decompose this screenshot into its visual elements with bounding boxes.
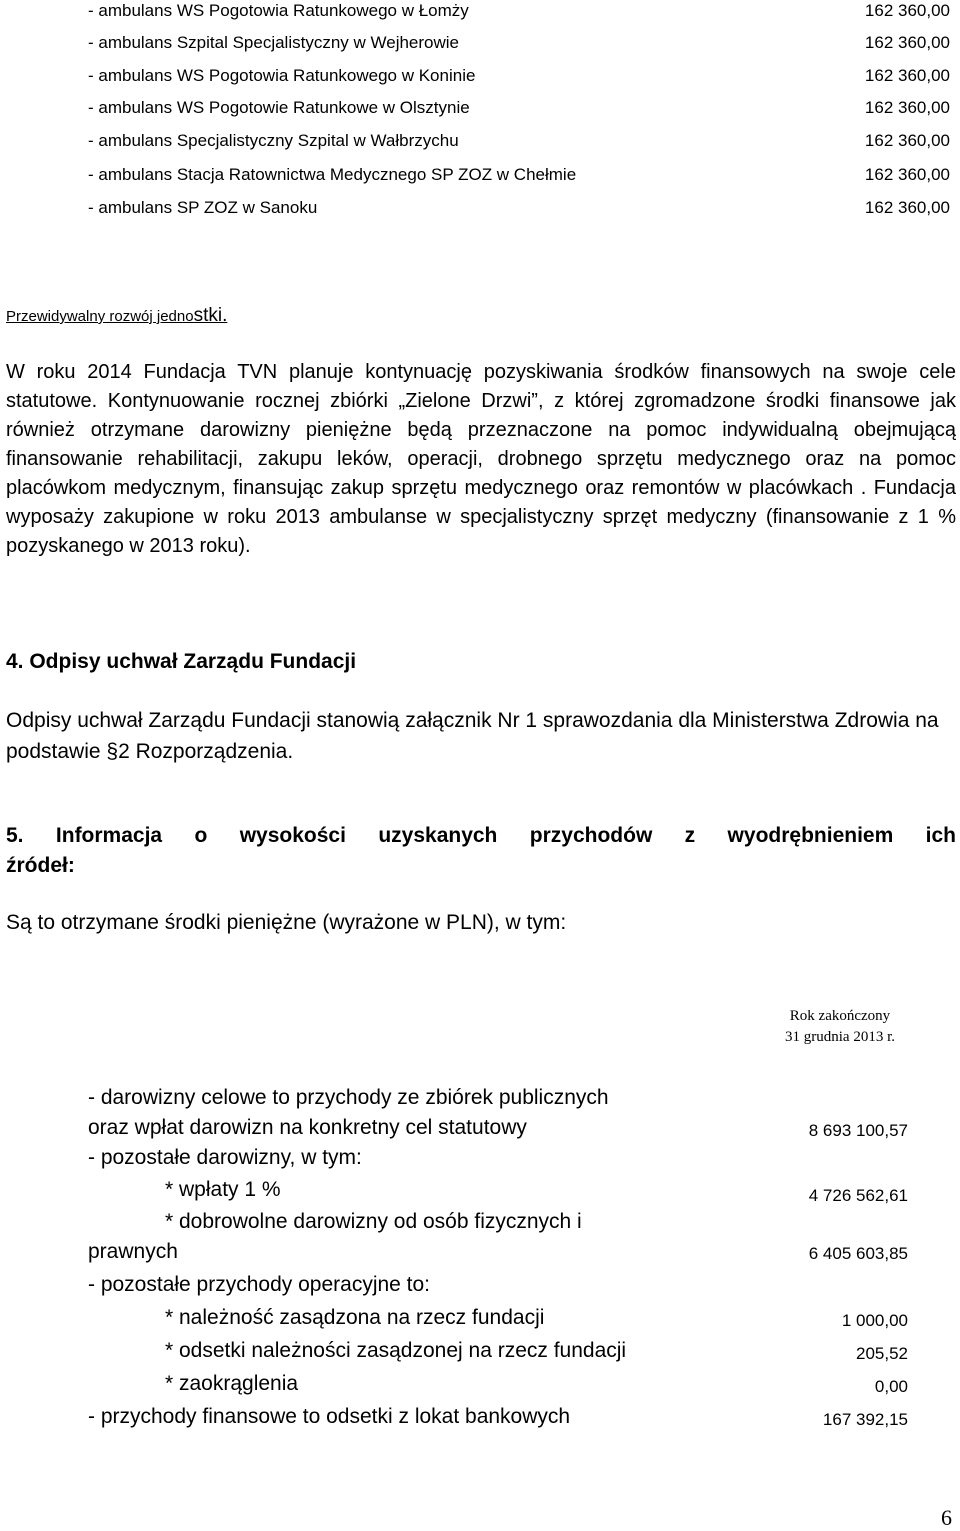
development-heading xyxy=(6,305,227,327)
section-4-title: 4. Odpisy uchwał Zarządu Fundacji xyxy=(6,650,357,673)
section-5-title-line2: źródeł: xyxy=(6,854,75,877)
income-rounding-value: 0,00 xyxy=(874,1377,908,1396)
development-heading-big: stki. xyxy=(193,305,228,326)
ambulance-amount: 162 360,00 xyxy=(864,98,950,117)
income-financial-value: 167 392,15 xyxy=(822,1410,908,1429)
income-other-operating: - pozostałe przychody operacyjne to: xyxy=(88,1273,431,1296)
income-voluntary-value: 6 405 603,85 xyxy=(808,1244,908,1263)
income-receivable: * należność zasądzona na rzecz fundacji xyxy=(165,1306,545,1329)
ambulance-label: - ambulans WS Pogotowia Ratunkowego w Łomży xyxy=(88,1,469,20)
income-other-donations: - pozostałe darowizny, w tym: xyxy=(88,1146,362,1169)
ambulance-amount: 162 360,00 xyxy=(864,198,950,217)
income-one-percent-value: 4 726 562,61 xyxy=(808,1186,908,1205)
ambulance-label: - ambulans WS Pogotowia Ratunkowego w Koninie xyxy=(88,66,476,85)
income-voluntary-line1: * dobrowolne darowizny od osób fizycznych i xyxy=(165,1210,582,1233)
income-interest-value: 205,52 xyxy=(856,1344,908,1363)
section-5-intro: Są to otrzymane środki pieniężne (wyrażone w PLN), w tym: xyxy=(6,911,567,934)
page-number: 6 xyxy=(941,1505,952,1530)
ambulance-amount: 162 360,00 xyxy=(864,131,950,150)
ambulance-label: - ambulans Specjalistyczny Szpital w Wałbrzychu xyxy=(88,131,459,150)
income-rounding: * zaokrąglenia xyxy=(165,1372,299,1395)
column-header xyxy=(770,1006,910,1048)
column-header-line1: Rok zakończony xyxy=(789,1008,891,1024)
income-donations-line2: oraz wpłat darowizn na konkretny cel statutowy xyxy=(88,1116,527,1139)
income-receivable-value: 1 000,00 xyxy=(841,1311,908,1330)
ambulance-amount: 162 360,00 xyxy=(864,66,950,85)
development-heading-small: Przewidywalny rozwój jedno xyxy=(6,308,194,325)
income-voluntary-line2: prawnych xyxy=(88,1240,178,1263)
section-4-paragraph: Odpisy uchwał Zarządu Fundacji stanowią załącznik Nr 1 sprawozdania dla Ministerstwa Zdrowia na podstawie §2 Rozporządzenia. xyxy=(6,709,939,763)
ambulance-label: - ambulans WS Pogotowie Ratunkowe w Olsztynie xyxy=(88,98,470,117)
development-paragraph: W roku 2014 Fundacja TVN planuje kontynuację pozyskiwania środków finansowych na swoje cele statutowe. Kontynuowanie rocznej zbiórki „Zielone Drzwi”, z której zgromadzone środki finansowe jak również otrzymane darowizny pieniężne będą przeznaczone na pomoc indywidualną obejmującą finansowanie rehabilitacji, zakupu leków, operacji, drobnego sprzętu medycznego oraz na pomoc placówkom medycznym, finansując zakup sprzętu medycznego oraz remontów w placówkach . Fundacja wyposaży zakupione w roku 2013 ambulanse w specjalistyczny sprzęt medyczny (finansowanie z 1 % pozyskanego w 2013 roku). xyxy=(6,361,956,557)
income-interest: * odsetki należności zasądzonej na rzecz fundacji xyxy=(165,1339,627,1362)
income-one-percent: * wpłaty 1 % xyxy=(165,1178,281,1201)
ambulance-label: - ambulans SP ZOZ w Sanoku xyxy=(88,198,318,217)
section-5-title-line1: 5. Informacja o wysokości uzyskanych przychodów z wyodrębnieniem ich xyxy=(6,824,956,847)
income-donations-value: 8 693 100,57 xyxy=(808,1121,908,1140)
income-donations-line1: - darowizny celowe to przychody ze zbiórek publicznych xyxy=(88,1086,609,1109)
column-header-line2: 31 grudnia 2013 r. xyxy=(785,1029,895,1045)
ambulance-amount: 162 360,00 xyxy=(864,33,950,52)
income-financial: - przychody finansowe to odsetki z lokat bankowych xyxy=(88,1405,571,1428)
ambulance-amount: 162 360,00 xyxy=(864,165,950,184)
ambulance-amount: 162 360,00 xyxy=(864,1,950,20)
ambulance-label: - ambulans Stacja Ratownictwa Medycznego SP ZOZ w Chełmie xyxy=(88,165,577,184)
ambulance-label: - ambulans Szpital Specjalistyczny w Wejherowie xyxy=(88,33,460,52)
